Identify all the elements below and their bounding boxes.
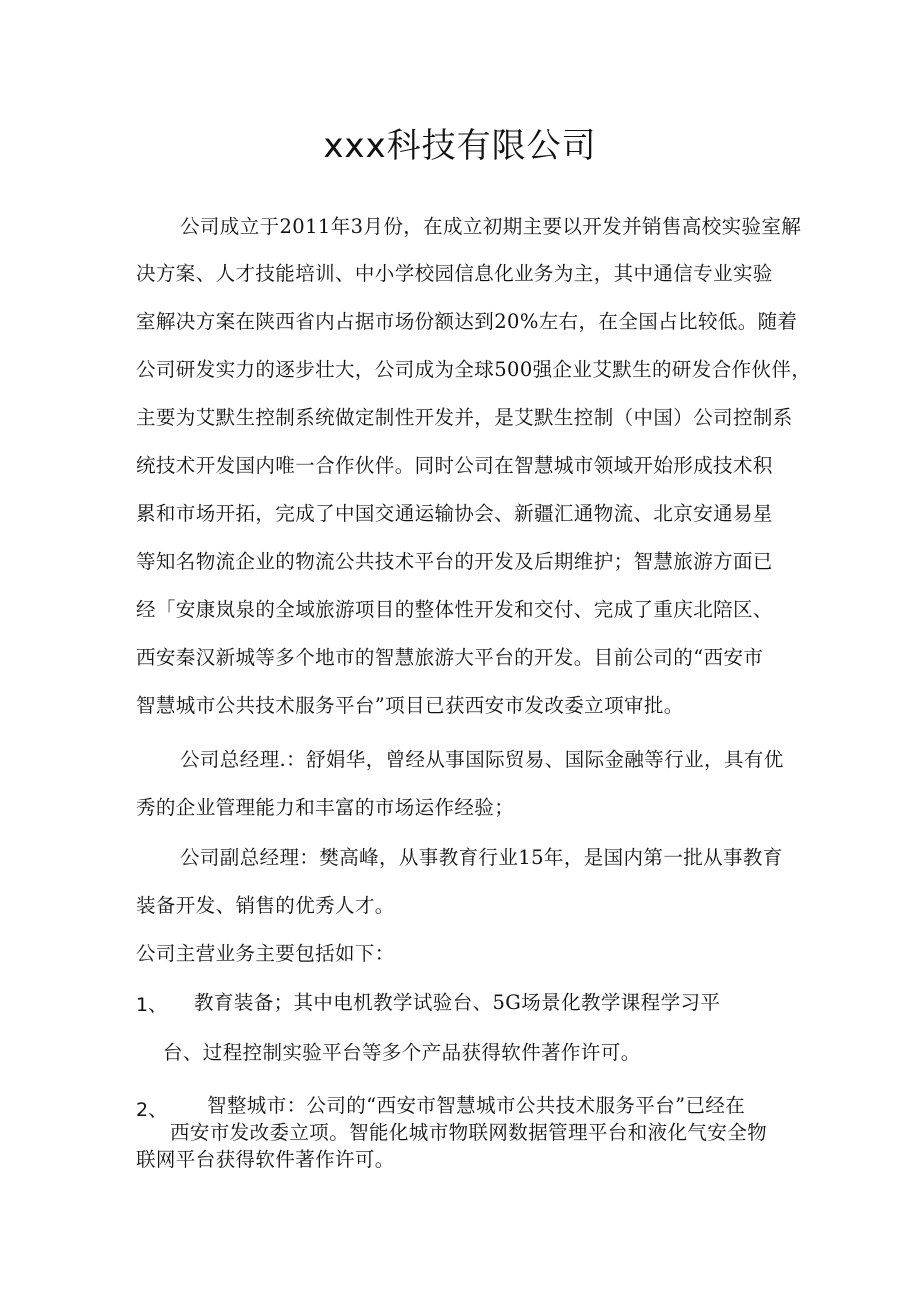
intro-line: 主要为艾默生控制系统做定制性开发并，是艾默生控制（中国）公司控制系	[136, 406, 793, 429]
list-item-line: 西安市发改委立项。智能化城市物联网数据管理平台和液化气安全物	[170, 1121, 768, 1144]
intro-line: 统技术开发国内唯一合作伙伴。同时公司在智慧城市领域开始形成技术积	[136, 454, 773, 477]
intro-line: 决方案、人才技能培训、中小学校园信息化业务为主，其中通信专业实验	[136, 262, 773, 285]
list-item-line: 联网平台获得软件著作许可。	[136, 1148, 395, 1171]
gm-line: 公司总经理.：舒娟华，曾经从事国际贸易、国际金融等行业，具有优	[180, 748, 784, 771]
vgm-line: 公司副总经理：樊高峰，从事教育行业15年，是国内第一批从事教育	[180, 846, 783, 869]
intro-line: 智慧城市公共技术服务平台”项目已获西安市发改委立项审批。	[136, 694, 684, 717]
list-item-line: 台、过程控制实验平台等多个产品获得软件著作许可。	[163, 1041, 641, 1064]
vgm-line: 装备开发、销售的优秀人才。	[136, 894, 395, 917]
list-number: 2、	[136, 1099, 168, 1121]
intro-line: 公司研发实力的逐步壮大，公司成为全球500强企业艾默生的研发合作伙伴，	[136, 358, 812, 381]
intro-line: 室解决方案在陕西省内占据市场份额达到20%左右，在全国占比较低。随着	[136, 310, 798, 333]
list-number: 1、	[136, 994, 168, 1016]
gm-line: 秀的企业管理能力和丰富的市场运作经验；	[136, 796, 515, 819]
document-title: xxx科技有限公司	[323, 126, 597, 166]
list-item-line: 教育装备；其中电机教学试验台、5G场景化教学课程学习平	[194, 991, 721, 1014]
intro-line: 累和市场开拓，完成了中国交通运输协会、新疆汇通物流、北京安通易星	[136, 502, 773, 525]
intro-line: 等知名物流企业的物流公共技术平台的开发及后期维护；智慧旅游方面已	[136, 550, 773, 573]
intro-line: 经「安康岚泉的全域旅游项目的整体性开发和交付、完成了重庆北陪区、	[136, 598, 773, 621]
business-heading: 公司主营业务主要包括如下：	[136, 942, 395, 965]
intro-line: 西安秦汉新城等多个地市的智慧旅游大平台的开发。目前公司的“西安市	[136, 646, 764, 669]
list-item-line: 智整城市：公司的“西安市智慧城市公共技术服务平台”已经在	[207, 1094, 746, 1117]
intro-line: 公司成立于2011年3月份，在成立初期主要以开发并销售高校实验室解	[180, 215, 802, 238]
